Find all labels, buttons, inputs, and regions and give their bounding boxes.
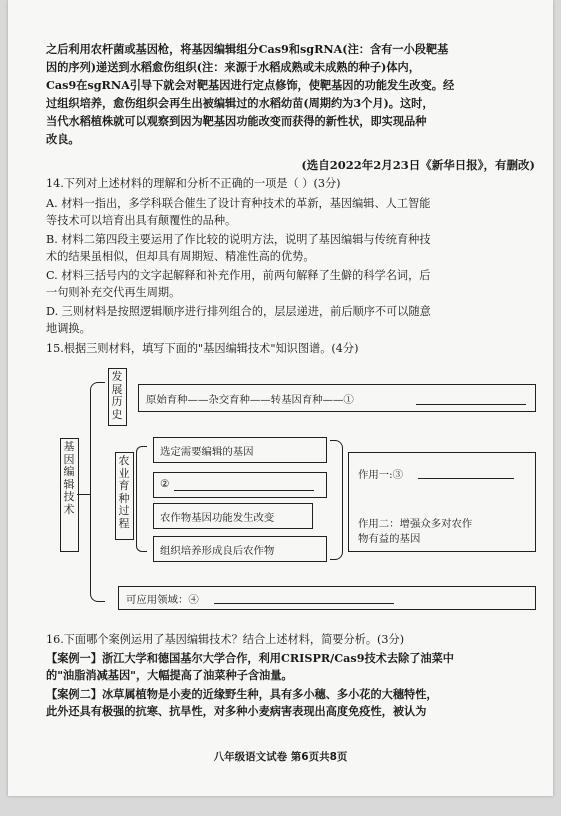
page-footer: 八年级语文试卷 第6页共8页	[213, 751, 348, 763]
q14-option-line: 一句则补充交代再生周期。	[46, 286, 181, 299]
process-step-blank: ②	[160, 478, 170, 490]
process-step: 组织培养形成良后农作物	[160, 545, 275, 557]
case-one-line: 的"油脂消减基因"，大幅提高了油菜种子含油量。	[46, 668, 293, 682]
answer-blank-2[interactable]	[174, 478, 314, 491]
answer-blank-1[interactable]	[416, 392, 526, 405]
effect-two: 作用二：增强众多对农作	[358, 518, 473, 530]
q14-option-line: 等技术可以培育出具有颠覆性的品种。	[46, 214, 237, 227]
process-label: 农业育种过程	[118, 454, 130, 530]
case-two-line: 此外还具有极强的抗寒、抗旱性，对多种小麦病害表现出高度免疫性，被认为	[46, 704, 427, 718]
passage-line: Cas9在sgRNA引导下就会对靶基因进行定点修饰，使靶基因的功能发生改变。经	[46, 78, 455, 92]
q14-option-line: 地调换。	[46, 322, 91, 335]
exam-page	[8, 0, 553, 796]
history-text: 原始育种——杂交育种——转基因育种——①	[146, 394, 354, 406]
effects-brace	[330, 440, 343, 560]
process-step: 选定需要编辑的基因	[160, 446, 254, 458]
root-connector	[77, 494, 90, 495]
process-bracket	[136, 446, 147, 552]
application-text: 可应用领域：④	[126, 594, 199, 606]
answer-blank-3[interactable]	[418, 466, 514, 479]
passage-line: 因的序列)递送到水稻愈伤组织(注：来源于水稻成熟或未成熟的种子)体内，	[46, 60, 420, 74]
main-bracket	[90, 382, 105, 602]
q14-option-line: D. 三则材料是按照逻辑顺序进行排列组合的，层层递进，前后顺序不可以随意	[46, 305, 431, 318]
passage-line: 过组织培养，愈伤组织会再生出被编辑过的水稻幼苗(周期约为3个月)。这时，	[46, 96, 434, 110]
case-one-line: 【案例一】浙江大学和德国基尔大学合作，利用CRISPR/Cas9技术去除了油菜中	[46, 651, 454, 665]
q14-option-line: A. 材料一指出，多学科联合催生了设计育种技术的革新，基因编辑、人工智能	[46, 197, 431, 210]
passage-line: 当代水稻植株就可以观察到因为靶基因功能改变而获得的新性状，即实现品种	[46, 114, 427, 128]
passage-line: 之后利用农杆菌或基因枪，将基因编辑组分Cas9和sgRNA(注：含有一小段靶基	[46, 42, 449, 56]
passage-source: (选自2022年2月23日《新华日报》，有删改)	[301, 158, 535, 172]
case-two-line: 【案例二】冰草属植物是小麦的近缘野生种，具有多小穗、多小花的大穗特性，	[46, 687, 438, 701]
process-step: 农作物基因功能发生改变	[160, 512, 275, 524]
effect-one: 作用一:③	[358, 469, 404, 481]
answer-blank-4[interactable]	[214, 591, 394, 604]
q14-option-line: C. 材料三括号内的文字起解释和补充作用，前两句解释了生僻的科学名词，后	[46, 269, 431, 282]
q14-option-line: B. 材料二第四段主要运用了作比较的说明方法，说明了基因编辑与传统育种技	[46, 233, 431, 246]
history-label: 发展历史	[111, 370, 123, 421]
question-14-stem: 14.下列对上述材料的理解和分析不正确的一项是（ ）(3分)	[46, 177, 341, 190]
effect-two-cont: 物有益的基因	[358, 533, 421, 545]
question-16-stem: 16.下面哪个案例运用了基因编辑技术？结合上述材料，简要分析。(3分)	[46, 633, 405, 646]
passage-line: 改良。	[46, 132, 80, 146]
question-15-stem: 15.根据三则材料，填写下面的"基因编辑技术"知识图谱。(4分)	[46, 342, 359, 355]
q14-option-line: 术的结果虽相似，但却具有周期短、精准性高的优势。	[46, 250, 315, 263]
root-label: 基因编辑技术	[63, 440, 75, 516]
